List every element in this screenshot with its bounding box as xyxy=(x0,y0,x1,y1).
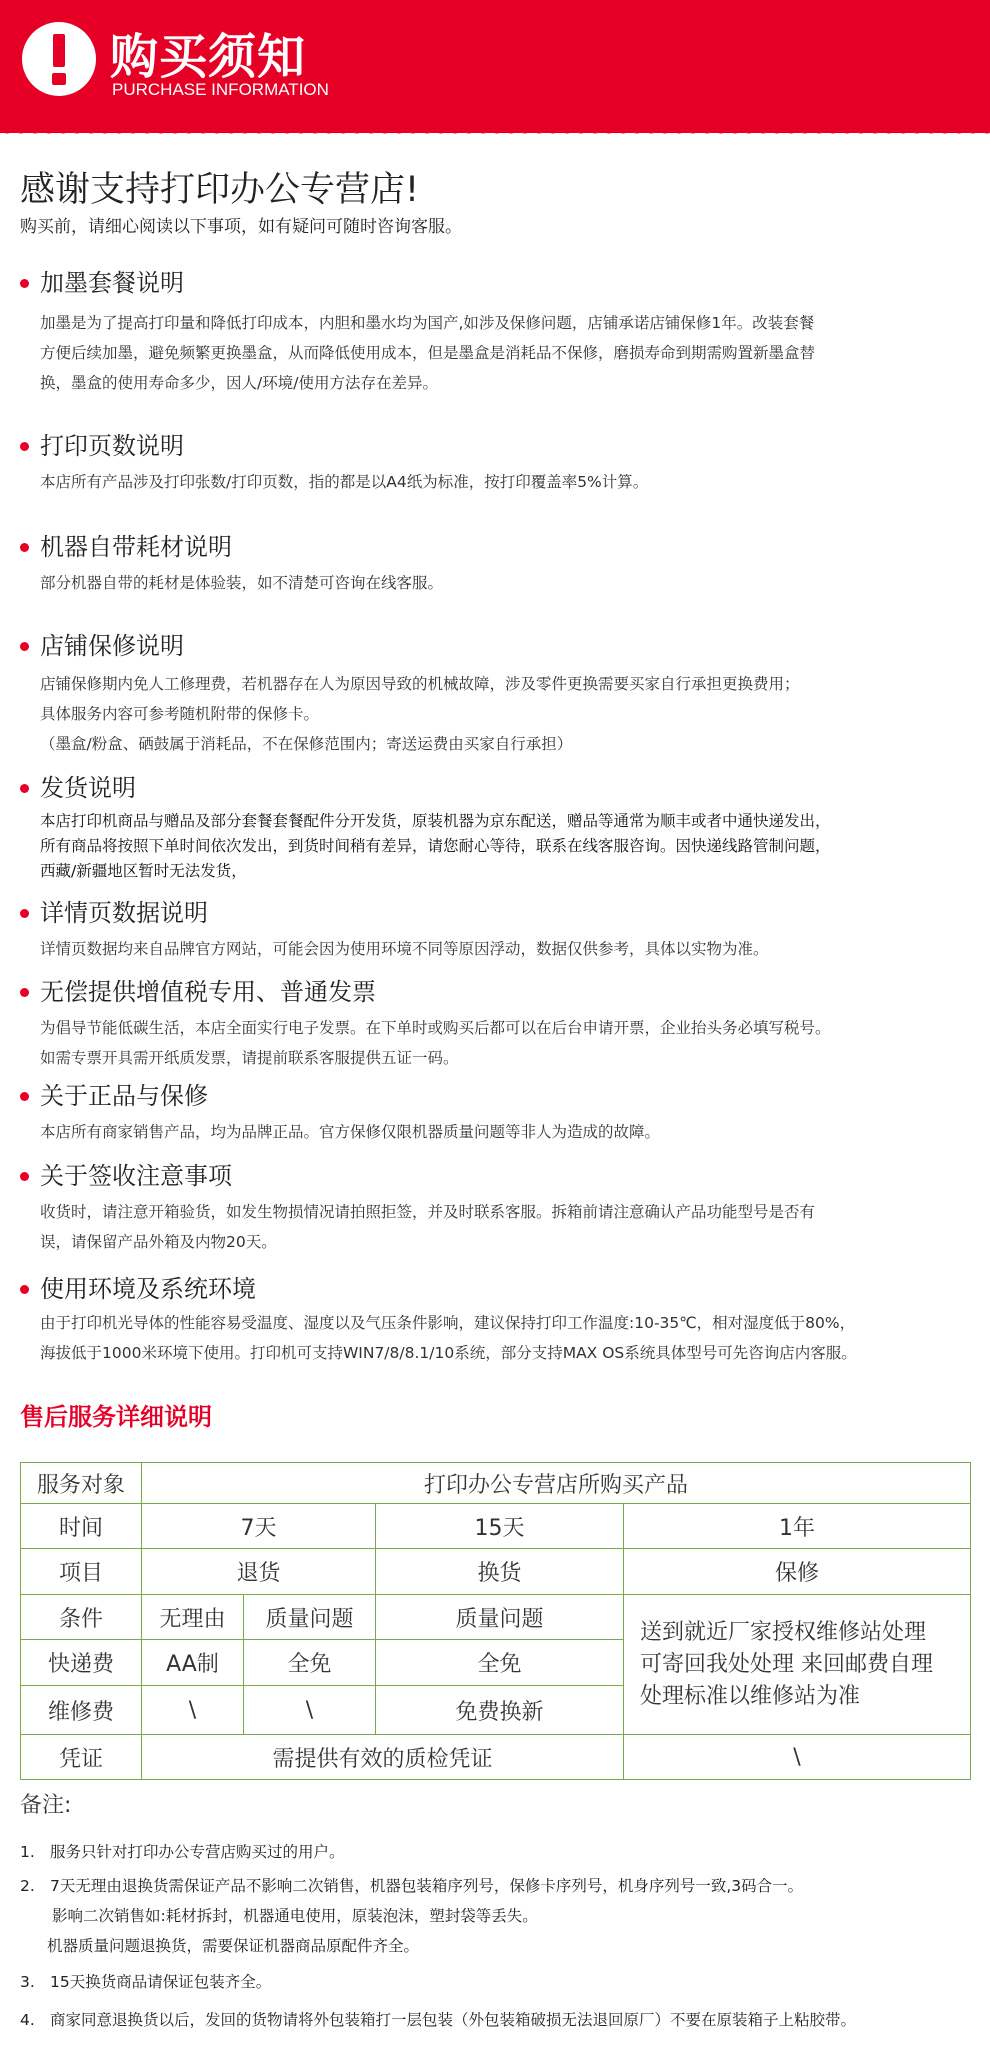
section-line: 所有商品将按照下单时间依次发出，到货时间稍有差异，请您耐心等待，联系在线客服咨询。因快递线路管制问题， xyxy=(40,837,831,855)
section-receipt-notes xyxy=(20,1159,970,1257)
section-line: 误，请保留产品外箱及内物20天。 xyxy=(40,1233,277,1251)
note-item xyxy=(20,1967,271,1997)
table-cell: 7天 xyxy=(142,1504,376,1549)
warranty-desc-cell xyxy=(624,1595,971,1735)
section-ink-package xyxy=(20,266,970,398)
section-line: 由于打印机光导体的性能容易受温度、湿度以及气压条件影响，建议保持打印工作温度:10-35℃，相对湿度低于80%， xyxy=(40,1314,856,1332)
table-row xyxy=(21,1504,971,1549)
table-cell: 全免 xyxy=(244,1640,376,1686)
banner-subtitle: PURCHASE INFORMATION xyxy=(112,80,329,99)
bullet-dot-icon xyxy=(20,642,29,651)
note-item xyxy=(20,1837,345,1867)
section-line: 加墨是为了提高打印量和降低打印成本，内胆和墨水均为国产,如涉及保修问题，店铺承诺店铺保修1年。改装套餐 xyxy=(40,314,815,332)
table-cell: 免费换新 xyxy=(376,1686,624,1735)
note-number: 3. xyxy=(20,1973,35,1991)
section-invoice xyxy=(20,975,970,1073)
section-line: 详情页数据均来自品牌官方网站，可能会因为使用环境不同等原因浮动，数据仅供参考，具体以实物为准。 xyxy=(40,940,769,958)
warranty-desc-line: 处理标准以维修站为准 xyxy=(640,1683,861,1709)
section-line: 为倡导节能低碳生活，本店全面实行电子发票。在下单时或购买后都可以在后台申请开票，企业抬头务必填写税号。 xyxy=(40,1019,831,1037)
purchase-info-banner xyxy=(0,0,990,133)
aftersale-heading: 售后服务详细说明 xyxy=(20,1403,212,1431)
table-cell: AA制 xyxy=(142,1640,244,1686)
table-cell: 时间 xyxy=(21,1504,142,1549)
table-cell: 换货 xyxy=(376,1549,624,1595)
section-line: 西藏/新疆地区暂时无法发货， xyxy=(40,862,247,880)
section-line: 换，墨盒的使用寿命多少，因人/环境/使用方法存在差异。 xyxy=(40,374,438,392)
table-cell: 需提供有效的质检凭证 xyxy=(142,1735,624,1780)
table-cell: \ xyxy=(244,1686,376,1735)
note-line: 7天无理由退换货需保证产品不影响二次销售，机器包装箱序列号，保修卡序列号，机身序列号一致,3码合一。 xyxy=(50,1877,804,1895)
section-title: 打印页数说明 xyxy=(20,429,970,463)
bullet-dot-icon xyxy=(20,909,29,918)
section-title: 关于正品与保修 xyxy=(20,1079,970,1113)
bullet-dot-icon xyxy=(20,543,29,552)
section-line: （墨盒/粉盒、硒鼓属于消耗品，不在保修范围内；寄送运费由买家自行承担） xyxy=(40,735,573,753)
section-environment xyxy=(20,1272,970,1368)
table-cell: 无理由 xyxy=(142,1595,244,1640)
bullet-dot-icon xyxy=(20,988,29,997)
note-line: 15天换货商品请保证包装齐全。 xyxy=(50,1973,272,1991)
note-item xyxy=(20,2005,856,2035)
section-title: 无偿提供增值税专用、普通发票 xyxy=(20,975,970,1009)
table-cell: 保修 xyxy=(624,1549,971,1595)
thanks-heading: 感谢支持打印办公专营店! xyxy=(20,170,420,210)
section-title: 机器自带耗材说明 xyxy=(20,530,970,564)
table-cell: 15天 xyxy=(376,1504,624,1549)
table-cell: 全免 xyxy=(376,1640,624,1686)
note-line: 服务只针对打印办公专营店购买过的用户。 xyxy=(50,1843,345,1861)
table-cell: 质量问题 xyxy=(376,1595,624,1640)
section-line: 如需专票开具需开纸质发票，请提前联系客服提供五证一码。 xyxy=(40,1049,459,1067)
section-line: 收货时，请注意开箱验货，如发生物损情况请拍照拒签，并及时联系客服。拆箱前请注意确认产品功能型号是否有 xyxy=(40,1203,816,1221)
bullet-dot-icon xyxy=(20,442,29,451)
note-number: 2. xyxy=(20,1877,35,1895)
section-line: 本店打印机商品与赠品及部分套餐套餐配件分开发货，原装机器为京东配送，赠品等通常为顺丰或者中通快递发出， xyxy=(40,812,831,830)
table-cell: 维修费 xyxy=(21,1686,142,1735)
section-shop-warranty xyxy=(20,629,970,759)
note-line: 影响二次销售如:耗材拆封，机器通电使用，原装泡沫，塑封袋等丢失。 xyxy=(52,1907,538,1925)
section-detail-data xyxy=(20,896,970,964)
table-row xyxy=(21,1549,971,1595)
section-line: 海拔低于1000米环境下使用。打印机可支持WIN7/8/8.1/10系统，部分支持MAX OS系统具体型号可先咨询店内客服。 xyxy=(40,1344,857,1362)
table-cell: 打印办公专营店所购买产品 xyxy=(142,1463,971,1504)
table-cell: 质量问题 xyxy=(244,1595,376,1640)
exclamation-icon xyxy=(22,22,96,96)
table-cell: 项目 xyxy=(21,1549,142,1595)
table-row xyxy=(21,1735,971,1780)
section-line: 本店所有商家销售产品，均为品牌正品。官方保修仅限机器质量问题等非人为造成的故障。 xyxy=(40,1123,661,1141)
bullet-dot-icon xyxy=(20,784,29,793)
section-genuine-warranty xyxy=(20,1079,970,1147)
table-cell: 条件 xyxy=(21,1595,142,1640)
note-number: 1. xyxy=(20,1843,35,1861)
table-cell: 1年 xyxy=(624,1504,971,1549)
table-row xyxy=(21,1463,971,1504)
table-cell: \ xyxy=(624,1735,971,1780)
warranty-desc-line: 可寄回我处处理 来回邮费自理 xyxy=(640,1651,933,1677)
table-cell: 退货 xyxy=(142,1549,376,1595)
note-line: 机器质量问题退换货，需要保证机器商品原配件齐全。 xyxy=(47,1937,420,1955)
intro-note: 购买前，请细心阅读以下事项，如有疑问可随时咨询客服。 xyxy=(20,217,462,237)
banner-title: 购买须知 xyxy=(110,29,307,85)
section-line: 本店所有产品涉及打印张数/打印页数，指的都是以A4纸为标准，按打印覆盖率5%计算。 xyxy=(40,473,649,491)
section-title: 详情页数据说明 xyxy=(20,896,970,930)
note-item xyxy=(20,1871,803,1961)
section-title: 店铺保修说明 xyxy=(20,629,970,663)
section-title: 关于签收注意事项 xyxy=(20,1159,970,1193)
section-title: 加墨套餐说明 xyxy=(20,266,970,300)
section-line: 方便后续加墨，避免频繁更换墨盒，从而降低使用成本，但是墨盒是消耗品不保修，磨损寿命到期需购置新墨盒替 xyxy=(40,344,816,362)
section-print-pages xyxy=(20,429,970,497)
table-cell: \ xyxy=(142,1686,244,1735)
note-number: 4. xyxy=(20,2011,35,2029)
bullet-dot-icon xyxy=(20,1285,29,1294)
bullet-dot-icon xyxy=(20,1092,29,1101)
table-cell: 服务对象 xyxy=(21,1463,142,1504)
aftersale-table xyxy=(20,1462,971,1780)
notes-title: 备注: xyxy=(20,1793,72,1818)
table-cell: 快递费 xyxy=(21,1640,142,1686)
section-line: 部分机器自带的耗材是体验装，如不清楚可咨询在线客服。 xyxy=(40,574,444,592)
section-line: 店铺保修期内免人工修理费，若机器存在人为原因导致的机械故障，涉及零件更换需要买家自行承担更换费用； xyxy=(40,675,800,693)
section-shipping xyxy=(20,771,970,884)
table-row xyxy=(21,1595,971,1640)
warranty-desc-line: 送到就近厂家授权维修站处理 xyxy=(640,1619,927,1645)
section-line: 具体服务内容可参考随机附带的保修卡。 xyxy=(40,705,320,723)
section-included-consumables xyxy=(20,530,970,598)
note-line: 商家同意退换货以后，发回的货物请将外包装箱打一层包装（外包装箱破损无法退回原厂）不要在原装箱子上粘胶带。 xyxy=(50,2011,857,2029)
bullet-dot-icon xyxy=(20,279,29,288)
table-cell: 凭证 xyxy=(21,1735,142,1780)
bullet-dot-icon xyxy=(20,1172,29,1181)
section-title: 发货说明 xyxy=(20,771,970,805)
section-title: 使用环境及系统环境 xyxy=(20,1272,970,1306)
